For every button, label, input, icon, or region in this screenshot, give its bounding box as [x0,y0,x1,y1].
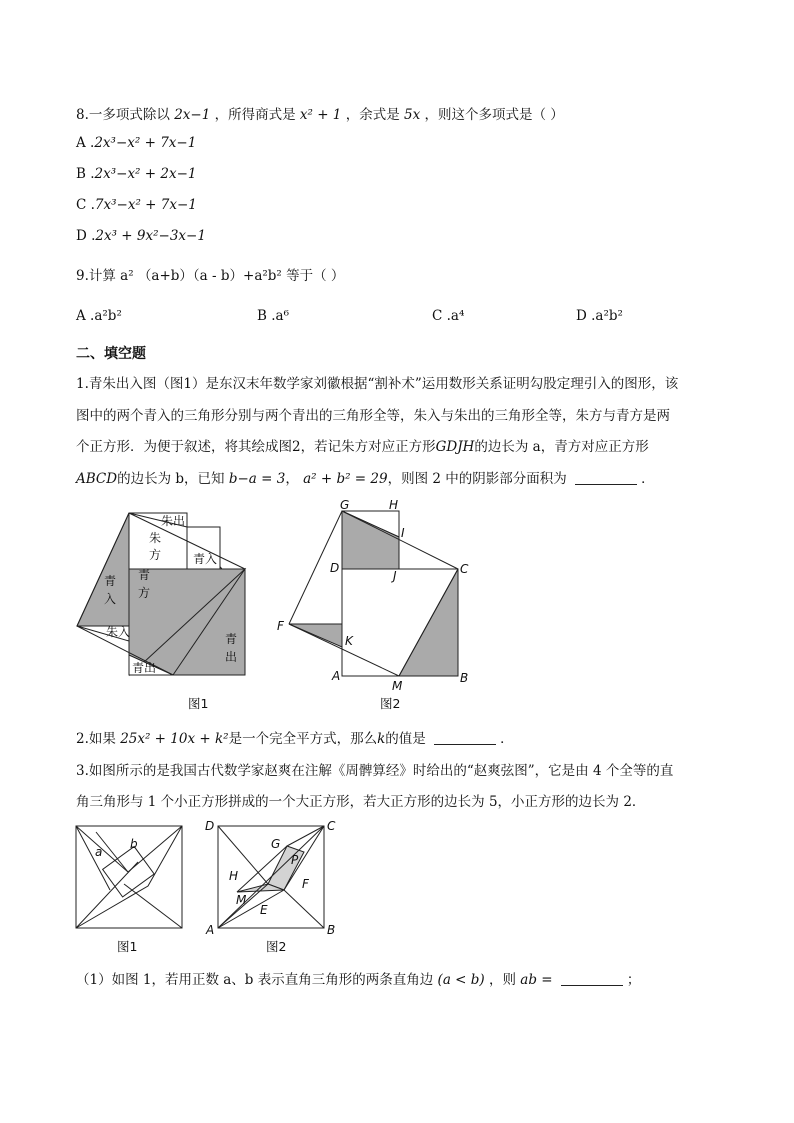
q8-stem [76,103,564,123]
q8-option-c[interactable]: C .7x³−x² + 7x−1 [76,197,197,213]
label-chu-right: 出 [225,650,238,664]
f1-line1: 1.青朱出入图（图1）是东汉末年数学家刘徽根据“割补术”运用数形关系证明勾股定理引入的图形，该 [76,376,679,392]
point-a: A [332,669,341,683]
point-d2: D [205,819,215,833]
f1-figure1 [70,505,255,685]
f3-fig2-caption: 图2 [266,939,287,954]
f3-line2: 角三角形与 1 个小正方形拼成的一个大正方形，若大正方形的边长为 5，小正方形的边长为 2． [76,794,646,810]
q9-option-a[interactable]: A .a²b² [76,308,122,324]
f1-line2: 图中的两个青入的三角形分别与两个青出的三角形全等，朱入与朱出的三角形全等，朱方与青方是两 [76,408,670,424]
f2-answer-blank[interactable] [434,730,496,745]
label-ru-left: 入 [104,592,117,606]
q8-option-b[interactable]: B .2x³−x² + 2x−1 [76,166,197,182]
label-zhu: 朱 [149,531,162,545]
f1-fig2-caption: 图2 [380,696,401,711]
f2-line: 2.如果 25x² + 10x + k²是一个完全平方式，那么k的值是 ． [76,731,514,747]
point-m: M [392,679,403,692]
q9-option-d[interactable]: D .a²b² [576,308,623,324]
label-fang-1: 方 [149,548,162,562]
point-b: B [460,671,469,685]
f1-fig1-caption: 图1 [188,696,209,711]
point-p2: P [291,853,299,867]
q9-option-b[interactable]: B .a⁶ [257,308,289,324]
q8-mid1: ，所得商式是 [214,107,296,123]
label-b: b [130,837,138,851]
q8-option-a[interactable]: A .2x³−x² + 7x−1 [76,135,197,151]
label-a: a [95,845,103,859]
point-h2: H [229,869,239,883]
label-zhuru: 朱入 [106,625,131,639]
f3-sub1-answer-blank[interactable] [561,971,623,986]
q9-stem: 9.计算 a² （a+b）（a - b）+a²b² 等于（ ） [76,268,345,284]
q8-remainder: 5x [404,107,421,123]
label-qing: 青 [138,568,151,582]
f3-figure1 [72,820,190,935]
q8-quotient: x² + 1 [299,107,342,123]
point-j: J [393,569,397,583]
q8-stem-post: ，则这个多项式是（ ） [424,107,564,123]
f3-figure2 [198,812,348,937]
label-qing-left: 青 [104,574,117,588]
point-g2: G [271,837,281,851]
point-e2: E [260,903,268,917]
point-i: I [401,526,405,540]
label-fang-2: 方 [138,586,151,600]
point-c: C [460,562,469,576]
f1-answer-blank[interactable] [575,470,637,485]
section-title: 二、填空题 [76,346,146,362]
point-k: K [345,634,353,648]
q8-divisor: 2x−1 [174,107,211,123]
point-f: F [277,619,284,633]
q8-mid2: ，余式是 [345,107,400,123]
f3-sub1: （1）如图 1，若用正数 a、b 表示直角三角形的两条直角边 (a < b) ，则 ab = ； [76,972,641,988]
f1-figure2 [275,497,480,692]
point-g: G [340,498,350,512]
point-b2: B [327,923,336,937]
label-qingchu-bottom: 青出 [132,661,157,675]
point-d: D [330,561,340,575]
point-c2: C [327,819,336,833]
q8-option-d[interactable]: D .2x³ + 9x²−3x−1 [76,228,206,244]
point-f2: F [302,877,309,891]
f3-fig1-caption: 图1 [117,939,138,954]
point-a2: A [206,923,215,937]
f1-line4: ABCD的边长为 b，已知 b−a = 3， a² + b² = 29，则图 2 中的阴影部分面积为 ． [76,471,655,487]
f3-line1: 3.如图所示的是我国古代数学家赵爽在注解《周髀算经》时给出的“赵爽弦图”，它是由 4 个全等的直 [76,763,674,779]
q8-stem-pre: 8.一多项式除以 [76,107,170,123]
q9-option-c[interactable]: C .a⁴ [432,308,465,324]
point-m2: M [236,893,247,907]
label-qing-right: 青 [225,632,238,646]
point-h: H [389,498,399,512]
label-zhuchu: 朱出 [161,514,186,528]
f1-line3: 个正方形．为便于叙述，将其绘成图2，若记朱方对应正方形GDJH的边长为 a，青方对应正方形 [76,439,649,455]
label-qingru-top: 青入 [193,552,218,566]
